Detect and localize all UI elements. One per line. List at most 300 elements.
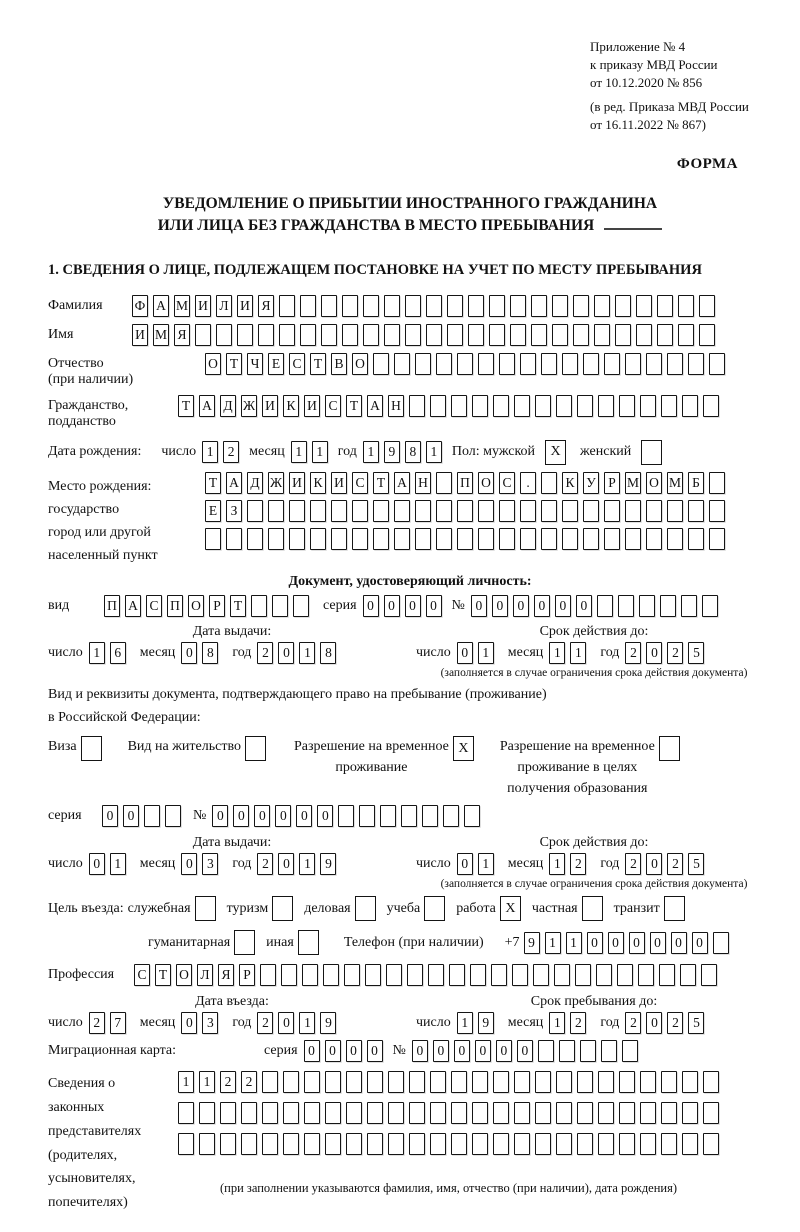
char-cell[interactable] [380,805,396,827]
char-cell[interactable] [617,964,633,986]
char-cell[interactable] [598,395,614,417]
char-cell[interactable] [640,1102,656,1124]
char-cell[interactable]: 2 [625,853,641,875]
char-cell[interactable] [556,1102,572,1124]
char-cell[interactable]: 5 [688,1012,704,1034]
tourism-checkbox[interactable] [272,896,293,921]
char-cell[interactable] [302,964,318,986]
transit-checkbox[interactable] [664,896,685,921]
char-cell[interactable]: 0 [367,1040,383,1062]
char-cell[interactable]: 0 [278,642,294,664]
char-cell[interactable]: О [646,472,662,494]
char-cell[interactable] [449,964,465,986]
char-cell[interactable] [352,500,368,522]
char-cell[interactable] [682,395,698,417]
char-cell[interactable]: 3 [202,1012,218,1034]
char-cell[interactable]: Т [178,395,194,417]
char-cell[interactable] [660,595,676,617]
char-cell[interactable] [300,324,316,346]
char-cell[interactable] [552,324,568,346]
char-cell[interactable]: О [176,964,192,986]
char-cell[interactable]: Я [218,964,234,986]
char-cell[interactable]: Т [230,595,246,617]
char-cell[interactable] [205,528,221,550]
char-cell[interactable]: Е [268,353,284,375]
char-cell[interactable] [625,500,641,522]
char-cell[interactable]: 9 [384,441,400,463]
char-cell[interactable] [538,1040,554,1062]
char-cell[interactable] [703,1102,719,1124]
char-cell[interactable]: А [226,472,242,494]
char-cell[interactable] [342,295,358,317]
char-cell[interactable] [640,1133,656,1155]
char-cell[interactable] [703,1133,719,1155]
char-cell[interactable] [619,1071,635,1093]
char-cell[interactable]: 2 [257,1012,273,1034]
char-cell[interactable] [646,353,662,375]
char-cell[interactable] [575,964,591,986]
char-cell[interactable]: Т [310,353,326,375]
char-cell[interactable]: Я [258,295,274,317]
char-cell[interactable] [639,595,655,617]
char-cell[interactable] [636,324,652,346]
char-cell[interactable] [430,1133,446,1155]
char-cell[interactable] [559,1040,575,1062]
char-cell[interactable] [598,1071,614,1093]
char-cell[interactable]: 0 [412,1040,428,1062]
char-cell[interactable] [304,1102,320,1124]
char-cell[interactable] [405,324,421,346]
char-cell[interactable] [638,964,654,986]
char-cell[interactable] [640,1071,656,1093]
char-cell[interactable] [289,500,305,522]
char-cell[interactable] [594,295,610,317]
private-checkbox[interactable] [582,896,603,921]
char-cell[interactable] [195,324,211,346]
char-cell[interactable]: 0 [304,1040,320,1062]
char-cell[interactable] [365,964,381,986]
char-cell[interactable]: 1 [457,1012,473,1034]
char-cell[interactable]: . [520,472,536,494]
char-cell[interactable] [659,964,675,986]
char-cell[interactable] [713,932,729,954]
char-cell[interactable]: 9 [320,1012,336,1034]
char-cell[interactable] [709,353,725,375]
female-checkbox[interactable] [641,440,662,465]
char-cell[interactable]: 0 [254,805,270,827]
char-cell[interactable]: 0 [471,595,487,617]
char-cell[interactable] [541,500,557,522]
char-cell[interactable] [247,500,263,522]
char-cell[interactable] [268,500,284,522]
char-cell[interactable]: 0 [405,595,421,617]
char-cell[interactable]: 1 [363,441,379,463]
char-cell[interactable] [428,964,444,986]
char-cell[interactable] [394,500,410,522]
char-cell[interactable]: Р [209,595,225,617]
char-cell[interactable] [472,1133,488,1155]
char-cell[interactable] [451,1102,467,1124]
char-cell[interactable] [468,324,484,346]
char-cell[interactable]: 5 [688,642,704,664]
char-cell[interactable] [688,528,704,550]
char-cell[interactable]: И [132,324,148,346]
char-cell[interactable] [493,395,509,417]
study-checkbox[interactable] [424,896,445,921]
char-cell[interactable] [220,1133,236,1155]
char-cell[interactable]: 0 [102,805,118,827]
char-cell[interactable] [678,295,694,317]
char-cell[interactable] [580,1040,596,1062]
char-cell[interactable]: С [499,472,515,494]
char-cell[interactable]: 0 [181,1012,197,1034]
char-cell[interactable]: 0 [363,595,379,617]
char-cell[interactable] [415,528,431,550]
char-cell[interactable] [344,964,360,986]
char-cell[interactable] [346,1102,362,1124]
char-cell[interactable] [646,500,662,522]
char-cell[interactable]: 2 [241,1071,257,1093]
char-cell[interactable]: Н [388,395,404,417]
char-cell[interactable]: 0 [384,595,400,617]
char-cell[interactable]: 0 [346,1040,362,1062]
char-cell[interactable] [468,295,484,317]
char-cell[interactable] [409,1071,425,1093]
char-cell[interactable] [436,353,452,375]
char-cell[interactable] [478,528,494,550]
char-cell[interactable]: Д [220,395,236,417]
char-cell[interactable]: 0 [629,932,645,954]
char-cell[interactable] [415,353,431,375]
char-cell[interactable]: Д [247,472,263,494]
char-cell[interactable] [520,528,536,550]
char-cell[interactable]: П [457,472,473,494]
char-cell[interactable] [489,324,505,346]
char-cell[interactable]: К [562,472,578,494]
char-cell[interactable] [367,1071,383,1093]
char-cell[interactable] [531,324,547,346]
char-cell[interactable] [510,324,526,346]
char-cell[interactable] [510,295,526,317]
work-checkbox[interactable]: X [500,896,521,921]
char-cell[interactable] [598,1102,614,1124]
char-cell[interactable] [514,1071,530,1093]
char-cell[interactable]: О [188,595,204,617]
char-cell[interactable] [661,1102,677,1124]
char-cell[interactable]: 0 [576,595,592,617]
char-cell[interactable]: 6 [110,642,126,664]
char-cell[interactable] [281,964,297,986]
char-cell[interactable]: С [134,964,150,986]
char-cell[interactable]: А [125,595,141,617]
char-cell[interactable]: А [153,295,169,317]
char-cell[interactable] [701,964,717,986]
char-cell[interactable] [310,528,326,550]
char-cell[interactable] [489,295,505,317]
char-cell[interactable] [577,1102,593,1124]
char-cell[interactable]: 0 [325,1040,341,1062]
char-cell[interactable] [321,324,337,346]
char-cell[interactable] [636,295,652,317]
char-cell[interactable] [430,395,446,417]
char-cell[interactable] [325,1133,341,1155]
char-cell[interactable] [430,1102,446,1124]
char-cell[interactable]: А [367,395,383,417]
char-cell[interactable] [583,528,599,550]
char-cell[interactable]: Ж [268,472,284,494]
char-cell[interactable]: 0 [492,595,508,617]
char-cell[interactable] [321,295,337,317]
char-cell[interactable]: С [325,395,341,417]
char-cell[interactable] [401,805,417,827]
char-cell[interactable]: 3 [202,853,218,875]
char-cell[interactable] [367,1133,383,1155]
official-checkbox[interactable] [195,896,216,921]
char-cell[interactable] [657,295,673,317]
char-cell[interactable] [331,528,347,550]
char-cell[interactable]: 1 [299,642,315,664]
char-cell[interactable]: М [174,295,190,317]
char-cell[interactable] [426,295,442,317]
char-cell[interactable]: Я [174,324,190,346]
char-cell[interactable]: 1 [549,853,565,875]
char-cell[interactable] [688,500,704,522]
char-cell[interactable]: 0 [278,853,294,875]
char-cell[interactable]: 0 [475,1040,491,1062]
char-cell[interactable]: С [352,472,368,494]
char-cell[interactable] [289,528,305,550]
char-cell[interactable] [562,528,578,550]
char-cell[interactable] [618,595,634,617]
char-cell[interactable] [300,295,316,317]
char-cell[interactable] [583,353,599,375]
char-cell[interactable]: 0 [457,642,473,664]
char-cell[interactable]: Ж [241,395,257,417]
char-cell[interactable] [283,1071,299,1093]
char-cell[interactable]: 0 [275,805,291,827]
char-cell[interactable]: 0 [123,805,139,827]
char-cell[interactable] [388,1102,404,1124]
char-cell[interactable] [541,353,557,375]
char-cell[interactable]: 7 [110,1012,126,1034]
char-cell[interactable]: 1 [291,441,307,463]
char-cell[interactable] [325,1102,341,1124]
char-cell[interactable] [657,324,673,346]
char-cell[interactable] [373,528,389,550]
char-cell[interactable]: 1 [202,441,218,463]
char-cell[interactable] [682,1071,698,1093]
char-cell[interactable]: 0 [587,932,603,954]
male-checkbox[interactable]: X [545,440,566,465]
char-cell[interactable]: 2 [625,1012,641,1034]
char-cell[interactable]: Е [205,500,221,522]
char-cell[interactable] [531,295,547,317]
char-cell[interactable]: 0 [426,595,442,617]
char-cell[interactable] [247,528,263,550]
char-cell[interactable] [646,528,662,550]
char-cell[interactable] [577,1133,593,1155]
char-cell[interactable] [216,324,232,346]
char-cell[interactable]: 0 [517,1040,533,1062]
char-cell[interactable] [682,1102,698,1124]
char-cell[interactable]: Р [604,472,620,494]
char-cell[interactable]: 1 [199,1071,215,1093]
char-cell[interactable] [199,1102,215,1124]
char-cell[interactable] [709,500,725,522]
char-cell[interactable]: С [289,353,305,375]
char-cell[interactable] [422,805,438,827]
char-cell[interactable] [604,528,620,550]
char-cell[interactable] [577,1071,593,1093]
char-cell[interactable] [699,324,715,346]
char-cell[interactable] [493,1071,509,1093]
char-cell[interactable] [447,295,463,317]
char-cell[interactable] [499,500,515,522]
char-cell[interactable]: 0 [555,595,571,617]
char-cell[interactable] [342,324,358,346]
char-cell[interactable]: 0 [89,853,105,875]
char-cell[interactable]: 1 [426,441,442,463]
char-cell[interactable] [499,353,515,375]
char-cell[interactable] [493,1102,509,1124]
char-cell[interactable] [702,595,718,617]
char-cell[interactable] [681,595,697,617]
char-cell[interactable]: 0 [534,595,550,617]
char-cell[interactable] [430,1071,446,1093]
char-cell[interactable]: И [289,472,305,494]
char-cell[interactable]: 1 [312,441,328,463]
char-cell[interactable] [661,1071,677,1093]
char-cell[interactable] [325,1071,341,1093]
char-cell[interactable] [457,500,473,522]
char-cell[interactable]: Т [226,353,242,375]
char-cell[interactable] [709,528,725,550]
char-cell[interactable] [268,528,284,550]
char-cell[interactable]: Т [346,395,362,417]
char-cell[interactable]: 8 [202,642,218,664]
char-cell[interactable]: И [304,395,320,417]
char-cell[interactable]: Б [688,472,704,494]
char-cell[interactable] [451,1071,467,1093]
char-cell[interactable] [472,395,488,417]
char-cell[interactable] [457,353,473,375]
char-cell[interactable] [451,1133,467,1155]
char-cell[interactable] [520,500,536,522]
char-cell[interactable] [409,395,425,417]
char-cell[interactable]: П [167,595,183,617]
char-cell[interactable] [346,1071,362,1093]
char-cell[interactable]: 9 [524,932,540,954]
char-cell[interactable] [262,1102,278,1124]
char-cell[interactable]: 0 [454,1040,470,1062]
char-cell[interactable]: 2 [625,642,641,664]
char-cell[interactable]: О [478,472,494,494]
char-cell[interactable]: 1 [110,853,126,875]
char-cell[interactable] [338,805,354,827]
other-checkbox[interactable] [298,930,319,955]
char-cell[interactable] [472,1071,488,1093]
char-cell[interactable] [682,1133,698,1155]
char-cell[interactable] [367,1102,383,1124]
char-cell[interactable]: 0 [233,805,249,827]
char-cell[interactable] [220,1102,236,1124]
char-cell[interactable] [680,964,696,986]
char-cell[interactable] [251,595,267,617]
char-cell[interactable] [703,395,719,417]
char-cell[interactable]: Л [197,964,213,986]
char-cell[interactable] [615,295,631,317]
char-cell[interactable] [310,500,326,522]
char-cell[interactable]: 0 [457,853,473,875]
char-cell[interactable]: 1 [478,642,494,664]
char-cell[interactable]: 2 [220,1071,236,1093]
char-cell[interactable] [405,295,421,317]
char-cell[interactable] [388,1133,404,1155]
char-cell[interactable]: М [625,472,641,494]
char-cell[interactable]: А [394,472,410,494]
char-cell[interactable]: И [195,295,211,317]
char-cell[interactable] [554,964,570,986]
char-cell[interactable]: 0 [608,932,624,954]
char-cell[interactable] [601,1040,617,1062]
char-cell[interactable]: И [262,395,278,417]
temp-residence-edu-checkbox[interactable] [659,736,680,761]
char-cell[interactable] [577,395,593,417]
char-cell[interactable] [304,1071,320,1093]
char-cell[interactable] [533,964,549,986]
char-cell[interactable] [667,528,683,550]
char-cell[interactable] [556,395,572,417]
char-cell[interactable] [472,1102,488,1124]
char-cell[interactable] [262,1133,278,1155]
char-cell[interactable] [352,528,368,550]
char-cell[interactable] [598,1133,614,1155]
char-cell[interactable]: 1 [549,642,565,664]
char-cell[interactable] [699,295,715,317]
char-cell[interactable] [178,1133,194,1155]
char-cell[interactable] [241,1133,257,1155]
char-cell[interactable]: 2 [667,1012,683,1034]
char-cell[interactable] [262,1071,278,1093]
char-cell[interactable]: О [352,353,368,375]
char-cell[interactable] [260,964,276,986]
char-cell[interactable]: 1 [299,1012,315,1034]
char-cell[interactable]: 8 [405,441,421,463]
char-cell[interactable]: 0 [646,853,662,875]
char-cell[interactable] [359,805,375,827]
char-cell[interactable]: М [667,472,683,494]
char-cell[interactable] [394,353,410,375]
char-cell[interactable]: А [199,395,215,417]
char-cell[interactable] [573,324,589,346]
char-cell[interactable] [457,528,473,550]
char-cell[interactable] [615,324,631,346]
char-cell[interactable] [478,500,494,522]
char-cell[interactable] [622,1040,638,1062]
char-cell[interactable] [165,805,181,827]
char-cell[interactable] [661,1133,677,1155]
char-cell[interactable] [562,353,578,375]
char-cell[interactable] [597,595,613,617]
char-cell[interactable]: 0 [212,805,228,827]
char-cell[interactable] [688,353,704,375]
char-cell[interactable] [667,353,683,375]
char-cell[interactable]: 1 [299,853,315,875]
char-cell[interactable] [279,295,295,317]
char-cell[interactable] [661,395,677,417]
char-cell[interactable] [596,964,612,986]
char-cell[interactable]: П [104,595,120,617]
